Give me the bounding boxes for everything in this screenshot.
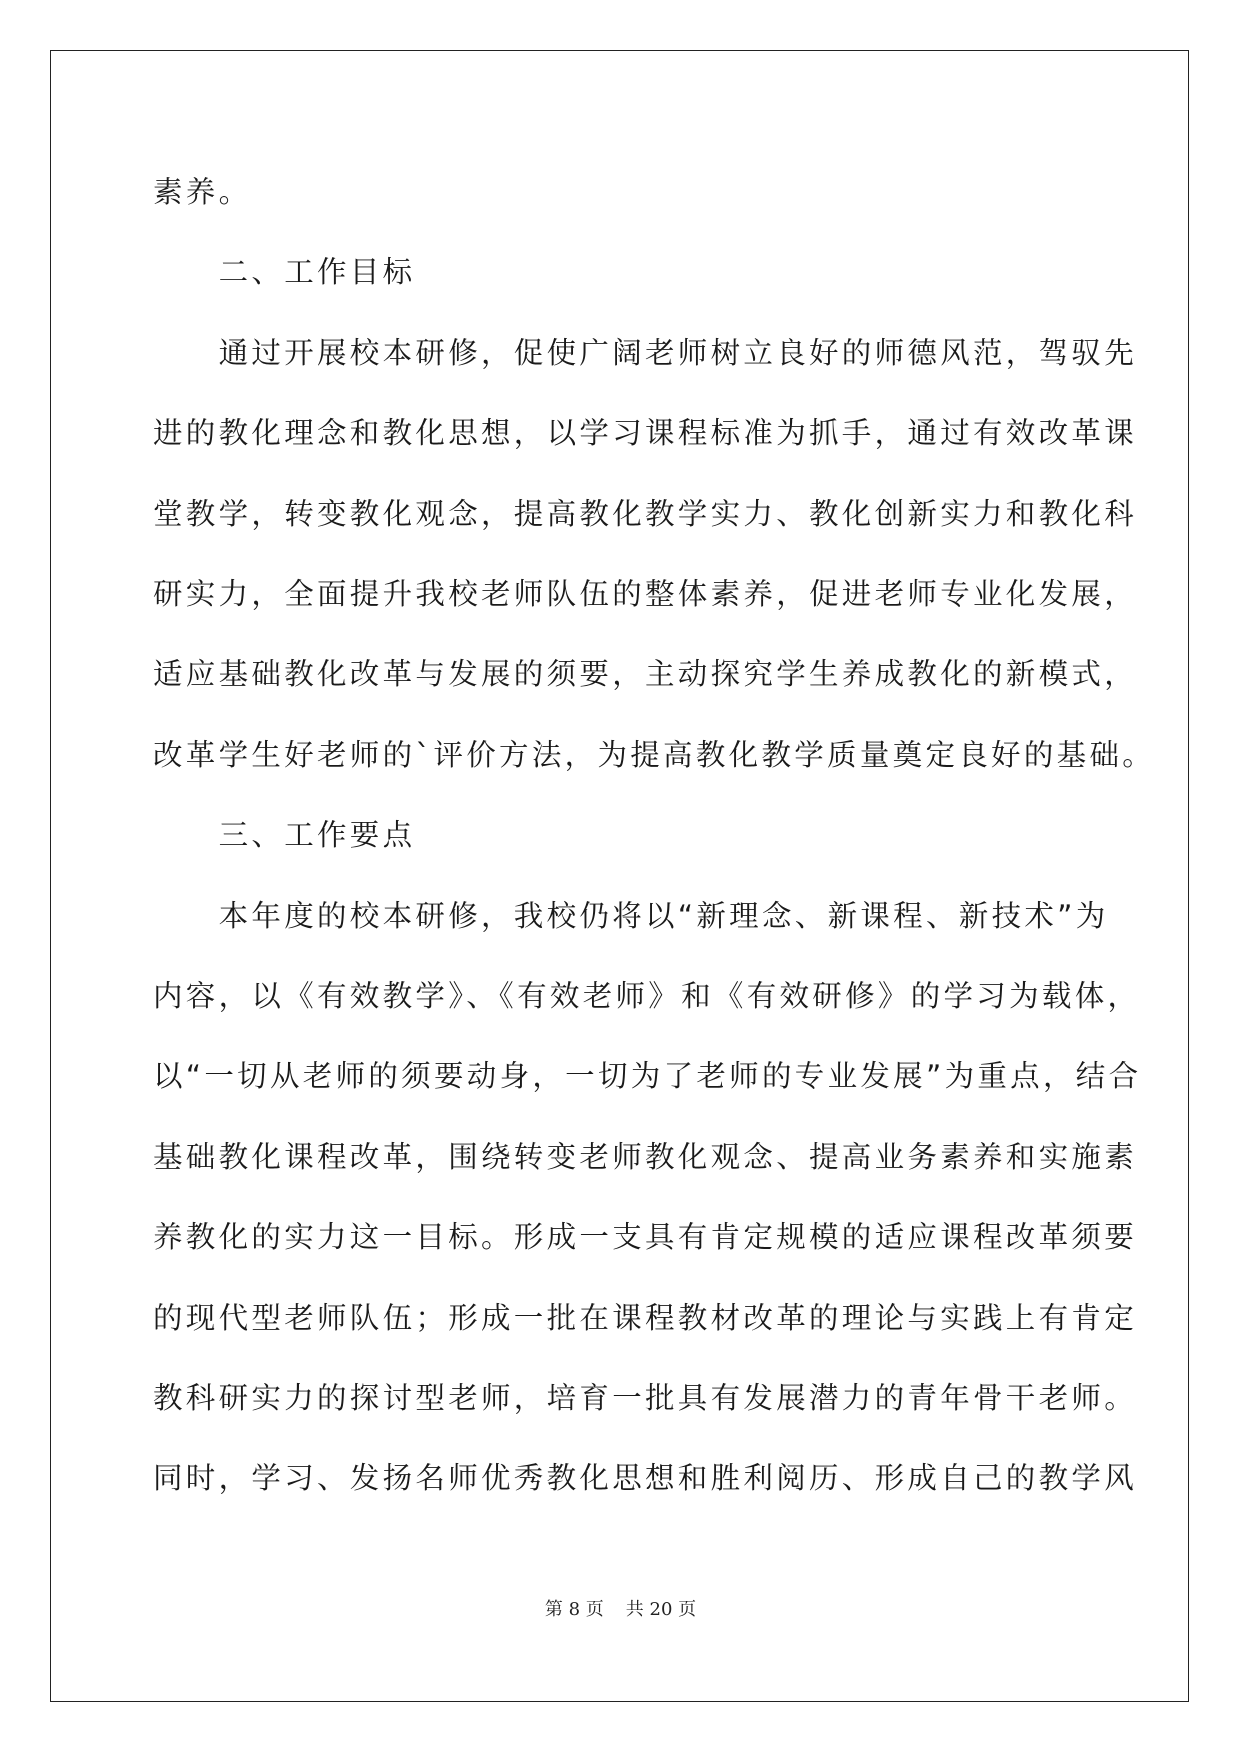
section-heading: 二、工作目标 bbox=[153, 255, 416, 289]
text-line: 研实力，全面提升我校老师队伍的整体素养，促进老师专业化发展， bbox=[153, 577, 1138, 611]
page-number: 第 8 页 bbox=[544, 1599, 604, 1620]
section-heading: 三、工作要点 bbox=[153, 818, 416, 852]
text-line: 堂教学，转变教化观念，提高教化教学实力、教化创新实力和教化科 bbox=[153, 497, 1138, 531]
page-total: 共 20 页 bbox=[625, 1599, 697, 1620]
text-line: 以“一切从老师的须要动身，一切为了老师的专业发展”为重点，结合 bbox=[153, 1059, 1142, 1093]
text-line: 教科研实力的探讨型老师，培育一批具有发展潜力的青年骨干老师。 bbox=[153, 1381, 1138, 1415]
text-line: 素养。 bbox=[153, 175, 252, 209]
text-line: 养教化的实力这一目标。形成一支具有肯定规模的适应课程改革须要 bbox=[153, 1220, 1138, 1254]
text-line: 通过开展校本研修，促使广阔老师树立良好的师德风范，驾驭先 bbox=[153, 336, 1138, 370]
text-line: 的现代型老师队伍；形成一批在课程教材改革的理论与实践上有肯定 bbox=[153, 1301, 1138, 1335]
text-line: 同时，学习、发扬名师优秀教化思想和胜利阅历、形成自己的教学风 bbox=[153, 1461, 1138, 1495]
text-line: 基础教化课程改革，围绕转变老师教化观念、提高业务素养和实施素 bbox=[153, 1140, 1138, 1174]
page-border bbox=[50, 50, 1189, 1702]
text-line: 进的教化理念和教化思想，以学习课程标准为抓手，通过有效改革课 bbox=[153, 416, 1138, 450]
text-line: 本年度的校本研修，我校仍将以“新理念、新课程、新技术”为 bbox=[153, 899, 1109, 933]
page-footer bbox=[0, 1598, 1241, 1622]
text-line: 内容，以《有效教学》、《有效老师》和《有效研修》的学习为载体， bbox=[153, 979, 1141, 1013]
text-line: 适应基础教化改革与发展的须要，主动探究学生养成教化的新模式， bbox=[153, 657, 1138, 691]
text-line: 改革学生好老师的`评价方法，为提高教化教学质量奠定良好的基础。 bbox=[153, 738, 1156, 772]
